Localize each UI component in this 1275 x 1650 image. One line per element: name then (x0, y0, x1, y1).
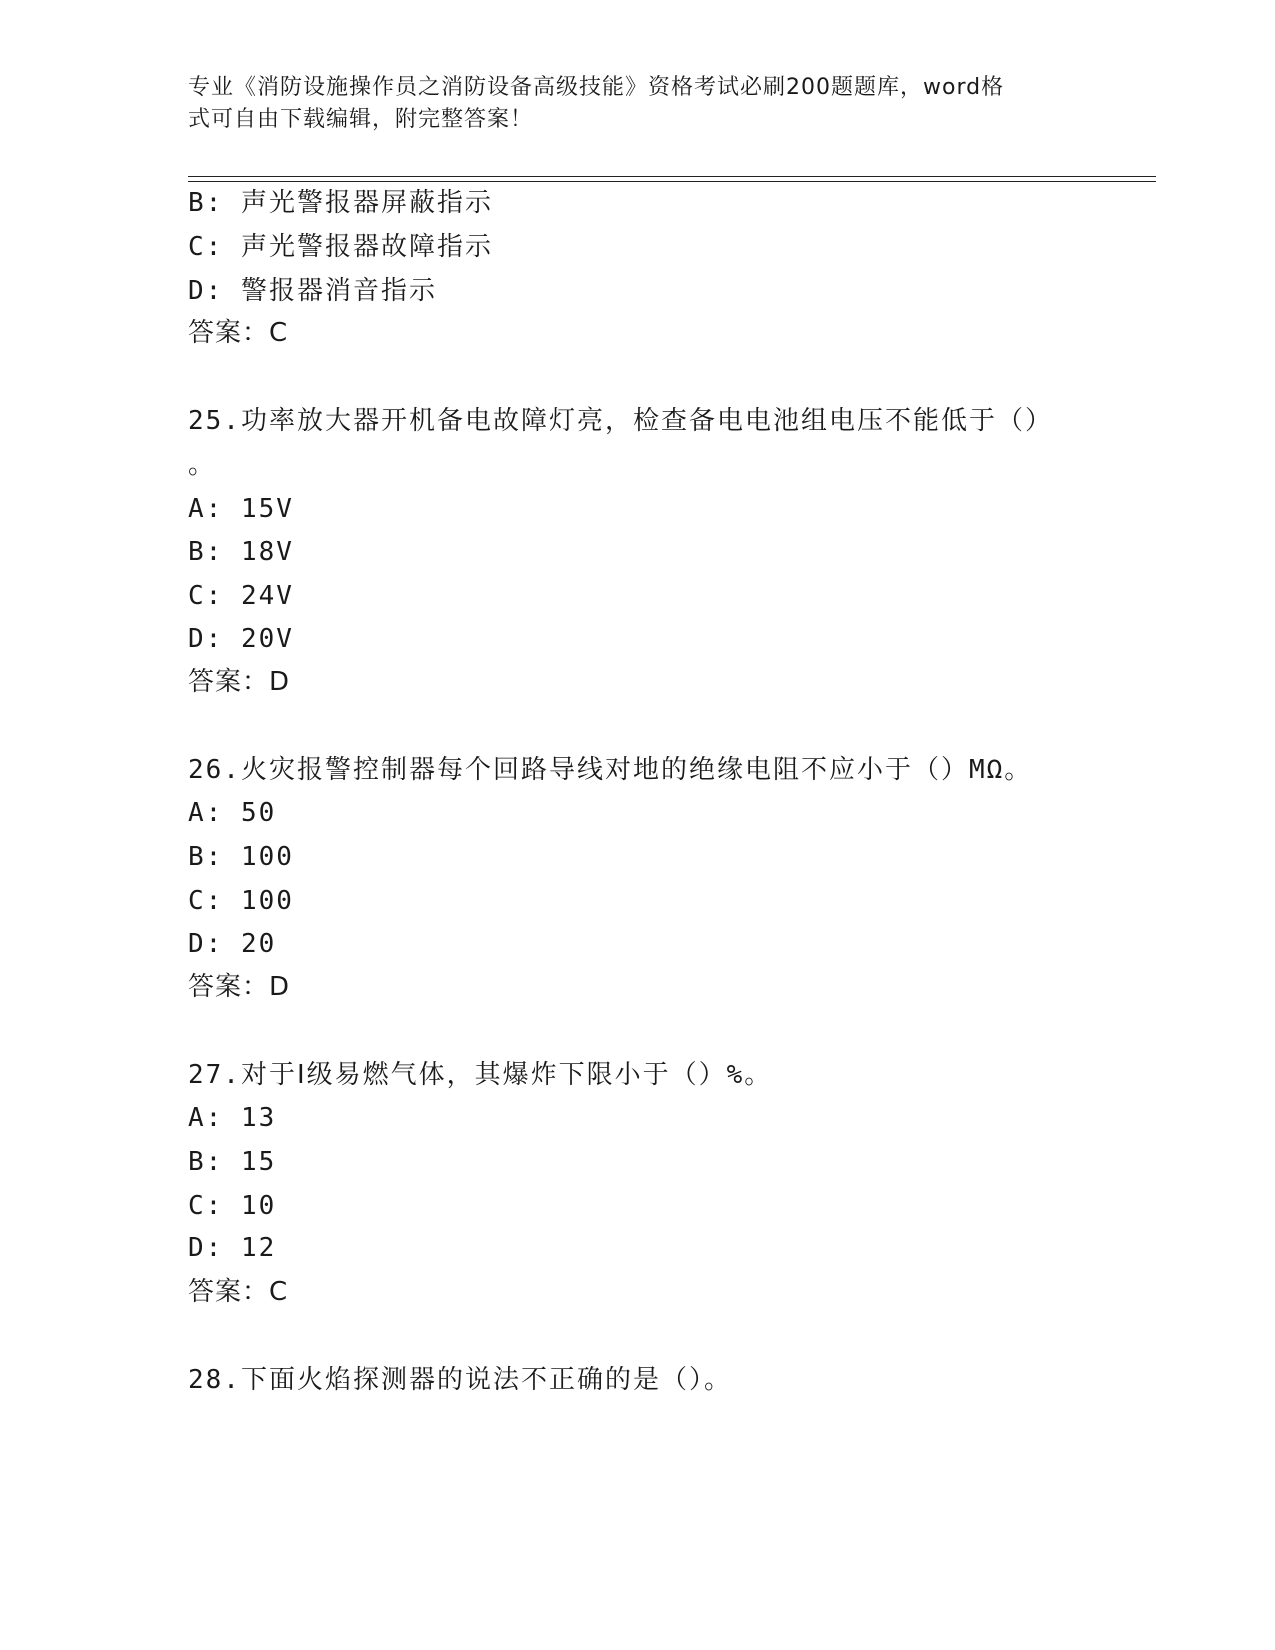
option-d: D: 20 (188, 929, 277, 959)
answer: 答案：C (188, 1277, 289, 1307)
option-b: B: 声光警报器屏蔽指示 (188, 188, 493, 218)
option-d: D: 警报器消音指示 (188, 276, 437, 306)
header-line-1: 专业《消防设施操作员之消防设备高级技能》资格考试必刷200题题库，word格 (188, 75, 1005, 100)
header-divider-top (188, 176, 1156, 177)
option-c: C: 24V (188, 581, 294, 611)
answer: 答案：D (188, 667, 291, 697)
option-b: B: 15 (188, 1147, 277, 1177)
option-a: A: 13 (188, 1103, 277, 1133)
option-c: C: 10 (188, 1191, 277, 1221)
question-stem: 26.火灾报警控制器每个回路导线对地的绝缘电阻不应小于（）MΩ。 (188, 755, 1033, 785)
option-c: C: 100 (188, 886, 294, 916)
option-b: B: 100 (188, 842, 294, 872)
answer: 答案：C (188, 318, 289, 348)
question-stem: 27.对于Ⅰ级易燃气体，其爆炸下限小于（）%。 (188, 1060, 773, 1090)
option-b: B: 18V (188, 537, 294, 567)
header-divider-bottom (188, 181, 1156, 182)
answer: 答案：D (188, 972, 291, 1002)
option-a: A: 50 (188, 798, 277, 828)
option-c: C: 声光警报器故障指示 (188, 232, 493, 262)
document-header (188, 72, 1068, 136)
option-d: D: 12 (188, 1233, 277, 1263)
option-d: D: 20V (188, 624, 294, 654)
header-line-2: 式可自由下载编辑，附完整答案！ (188, 107, 534, 132)
question-stem: 28.下面火焰探测器的说法不正确的是（）。 (188, 1365, 732, 1395)
question-stem: 25.功率放大器开机备电故障灯亮，检查备电电池组电压不能低于（） (188, 406, 1053, 436)
question-stem-continuation: 。 (188, 450, 217, 480)
option-a: A: 15V (188, 494, 294, 524)
